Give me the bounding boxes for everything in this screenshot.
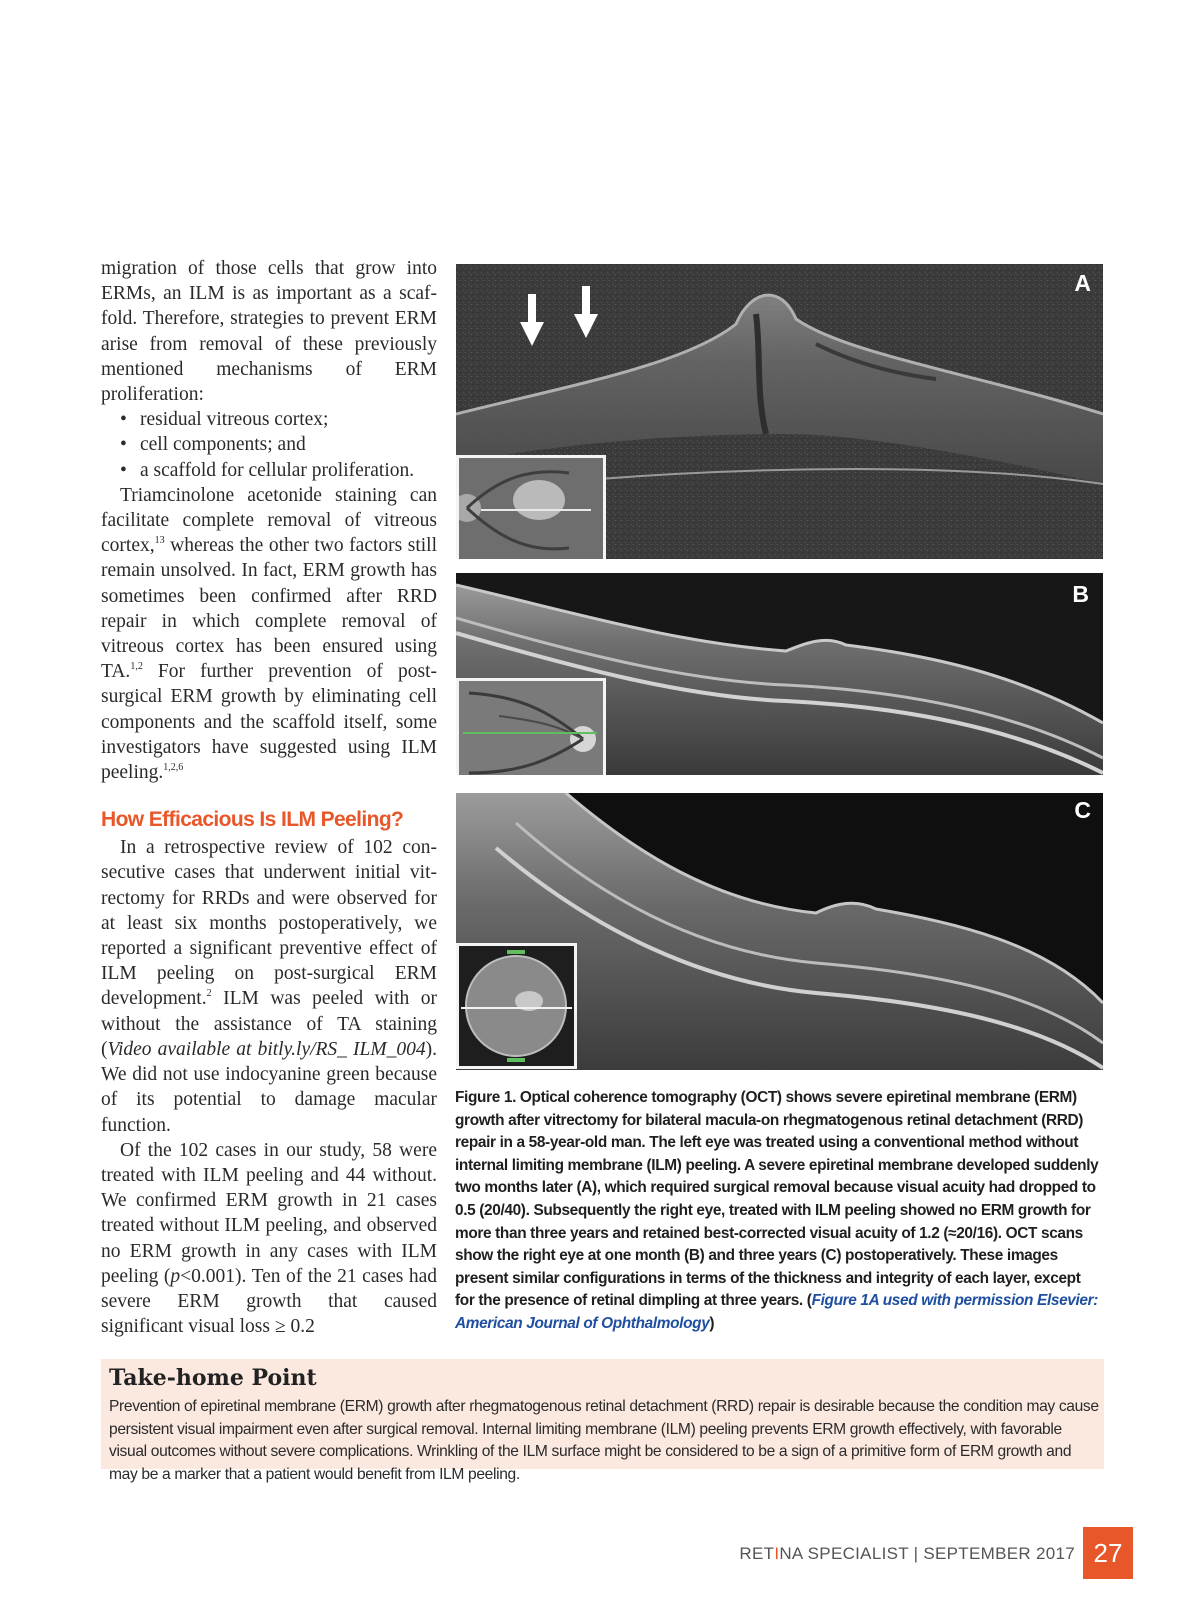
fundus-inset-c [456,943,577,1069]
fundus-inset-a [456,455,606,559]
panel-label-c: C [1074,797,1091,823]
body-paragraph: Of the 102 cases in our study, 58 were treated with ILM peeling and 44 without. We confirmed ERM growth in 21 cases treated without ILM peeling, and observed no ERM growth in any cases with ILM peeling (p<0.001). Ten of the 21 cases had severe ERM growth that caused significant visual loss ≥ 0.2 [101,1139,437,1338]
oct-panel-c [456,793,1103,1070]
takehome-body: Prevention of epiretinal membrane (ERM) growth after rhegmatogenous retinal detachment (RRD) repair is desirable because the condition may cause persistent visual impairment even after surgical removal. Internal limiting membrane (ILM) peeling prevents ERM growth effectively, with favorable visual outcomes without severe complications. Wrinkling of the ILM surface might be considered to be a sign of a primitive form of ERM growth and may be a marker that a patient would benefit from ILM peeling. [109,1398,1099,1483]
body-paragraph: Triamcinolone acetonide staining can facilitate complete removal of vitreous cortex,$^{13}$ whereas the other two factors still remain unsolved. In fact, ERM growth has sometimes been confirmed after RRD repair in which complete removal of vitreous cortex has been ensured using TA.$^{1,2}$ For further prevention of post-surgical ERM growth by eliminating cell components and the scaffold itself, some investigators have suggested using ILM peeling.$^{1,2,6}$ [101,484,437,784]
reference-superscript: 2 [206,988,212,1000]
footer-date: SEPTEMBER 2017 [923,1544,1075,1563]
oct-panel-b [456,573,1103,775]
fundus-image-a [459,458,603,559]
footer-separator: | [913,1544,919,1563]
bullet-item: • residual vitreous cortex; [120,407,437,432]
panel-label-a: A [1074,270,1091,296]
takehome-box [101,1359,1104,1483]
panel-label-b: B [1072,581,1089,607]
fundus-image-c [459,946,574,1066]
section-heading: How Efficacious Is ILM Peeling? [101,808,404,832]
fundus-inset-b [456,678,606,775]
bullet-list [101,407,437,483]
page-number: 27 [1083,1527,1133,1579]
body-paragraph: In a retrospective review of 102 consecutive cases that underwent initial vitrectomy for RRDs and were observed for at least six months postoperatively, we reported a significant preventive effect of ILM peeling on post-surgical ERM development.$^2$ ILM was peeled with or without the assistance of TA staining (Video available at bitly.ly/RS_ ILM_004). We did not use indocyanine green because of its potential to damage macular function. [101,837,437,1136]
figure-caption: Figure 1. Optical coherence tomography (OCT) shows severe epiretinal membrane (ERM) growth after vitrectomy for bilateral macula-on rhegmatogenous retinal detachment (RRD) repair in a 58-year-old man. The left eye was treated using a conventional method without internal limiting membrane (ILM) peeling. A severe epiretinal membrane developed suddenly two months later (A), which required surgical removal because visual acuity had dropped to 0.5 (20/40). Subsequently the right eye, treated with ILM peeling showed no ERM growth for more than three years and retained best-corrected visual acuity of 1.2 (≈20/16). OCT scans show the right eye at one month (B) and three years (C) postoperatively. These images present similar configurations in terms of the thickness and integrity of each layer, except for the presence of retinal dimpling at three years. (Figure 1A used with permission Elsevier: American Journal of Ophthalmology) [455,1089,1099,1332]
bullet-item: • cell components; and [120,432,437,457]
reference-superscript: 13 [154,535,165,547]
body-paragraph: migration of those cells that grow into ERMs, an ILM is as important as a scaffold. Therefore, strategies to prevent ERM arise from removal of these previously mentioned mechanisms of ERM proliferation: [101,258,437,406]
takehome-title: Take-home Point [109,1365,317,1391]
figure-credit: Figure 1A used with permission Elsevier: American Journal of Ophthalmology [455,1292,1099,1332]
video-link-text: Video available at bitly.ly/RS_ ILM_004 [107,1038,426,1060]
left-text-column [101,256,437,1339]
reference-superscript: 1,2 [130,661,143,673]
bullet-item: • a scaffold for cellular proliferation. [120,458,437,483]
footer-publication: RETINA SPECIALIST | SEPTEMBER 2017 [739,1544,1075,1563]
reference-superscript: 1,2,6 [163,762,184,774]
fundus-image-b [459,681,603,775]
oct-panel-a [456,264,1103,559]
